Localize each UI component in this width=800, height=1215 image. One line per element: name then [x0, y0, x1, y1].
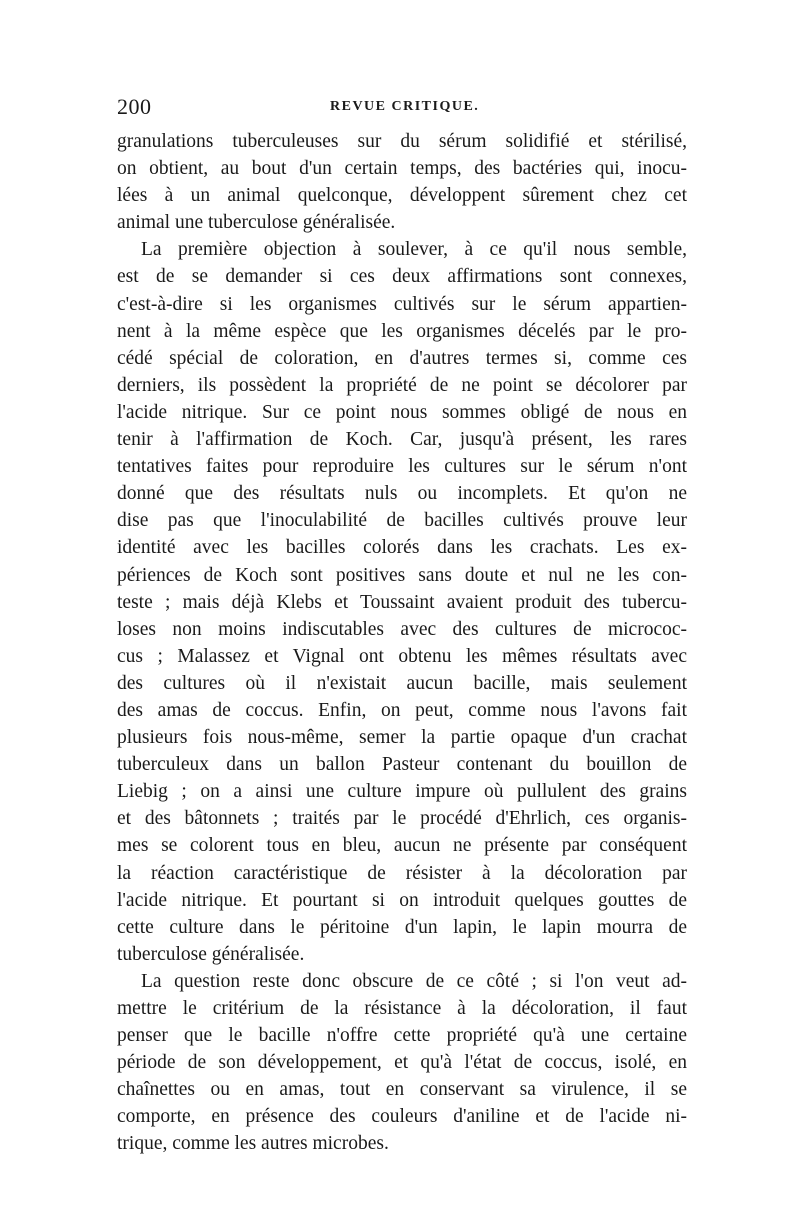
text-line: derniers, ils possèdent la propriété de ne point se décolorer par — [117, 374, 687, 396]
text-line: tenir à l'affirmation de Koch. Car, jusqu'à présent, les rares — [117, 429, 687, 451]
text-line: tentatives faites pour reproduire les cultures sur le sérum n'ont — [117, 456, 687, 478]
text-line: La première objection à soulever, à ce qu'il nous semble, — [141, 239, 687, 261]
text-line: chaînettes ou en amas, tout en conservant sa virulence, il se — [117, 1079, 687, 1101]
text-line: l'acide nitrique. Sur ce point nous sommes obligé de nous en — [117, 401, 687, 423]
text-line: période de son développement, et qu'à l'état de coccus, isolé, en — [117, 1052, 687, 1074]
page-number: 200 — [117, 94, 152, 119]
text-line: on obtient, au bout d'un certain temps, des bactéries qui, inocu- — [117, 158, 687, 180]
text-line: cus ; Malassez et Vignal ont obtenu les mêmes résultats avec — [117, 645, 687, 667]
text-line: mes se colorent tous en bleu, aucun ne présente par conséquent — [117, 835, 687, 857]
text-line: granulations tuberculeuses sur du sérum solidifié et stérilisé, — [117, 131, 687, 152]
text-line: loses non moins indiscutables avec des cultures de micrococ- — [117, 618, 687, 640]
text-line: tuberculeux dans un ballon Pasteur contenant du bouillon de — [117, 754, 687, 776]
text-line: animal une tuberculose généralisée. — [117, 212, 396, 234]
text-line: Liebig ; on a ainsi une culture impure où pullulent des grains — [117, 781, 687, 803]
text-line: nent à la même espèce que les organismes décelés par le pro- — [117, 320, 687, 342]
text-line: la réaction caractéristique de résister à la décoloration par — [117, 862, 687, 884]
text-line: teste ; mais déjà Klebs et Toussaint avaient produit des tubercu- — [117, 591, 687, 613]
text-line: périences de Koch sont positives sans doute et nul ne les con- — [117, 564, 687, 586]
text-line: des amas de coccus. Enfin, on peut, comme nous l'avons fait — [117, 699, 687, 721]
text-line: plusieurs fois nous-même, semer la partie opaque d'un crachat — [117, 727, 687, 749]
body-text — [117, 128, 687, 1158]
paragraph — [117, 968, 687, 1158]
text-line: mettre le critérium de la résistance à la décoloration, il faut — [117, 998, 687, 1019]
text-line: trique, comme les autres microbes. — [117, 1133, 389, 1155]
page-header — [117, 94, 687, 120]
text-line: cette culture dans le péritoine d'un lapin, le lapin mourra de — [117, 916, 687, 938]
text-line: tuberculose généralisée. — [117, 943, 305, 965]
running-head: REVUE CRITIQUE. — [330, 99, 480, 114]
text-line: donné que des résultats nuls ou incomplets. Et qu'on ne — [117, 483, 687, 505]
text-line: c'est-à-dire si les organismes cultivés sur le sérum appartien- — [117, 293, 687, 315]
text-line: des cultures où il n'existait aucun bacille, mais seulement — [117, 672, 687, 694]
text-line: identité avec les bacilles colorés dans les crachats. Les ex- — [117, 537, 687, 559]
text-line: l'acide nitrique. Et pourtant si on introduit quelques gouttes de — [117, 889, 687, 911]
text-line: est de se demander si ces deux affirmations sont connexes, — [117, 266, 687, 288]
paragraph — [117, 128, 687, 236]
text-line: et des bâtonnets ; traités par le procédé d'Ehrlich, ces organis- — [117, 808, 687, 830]
text-line: lées à un animal quelconque, développent sûrement chez cet — [117, 185, 687, 207]
text-line: La question reste donc obscure de ce côté ; si l'on veut ad- — [141, 970, 687, 992]
text-line: comporte, en présence des couleurs d'aniline et de l'acide ni- — [117, 1106, 687, 1128]
text-line: cédé spécial de coloration, en d'autres termes si, comme ces — [117, 347, 687, 369]
text-line: penser que le bacille n'offre cette propriété qu'à une certaine — [117, 1025, 687, 1047]
text-line: dise pas que l'inoculabilité de bacilles cultivés prouve leur — [117, 510, 687, 532]
paragraph — [117, 236, 687, 968]
